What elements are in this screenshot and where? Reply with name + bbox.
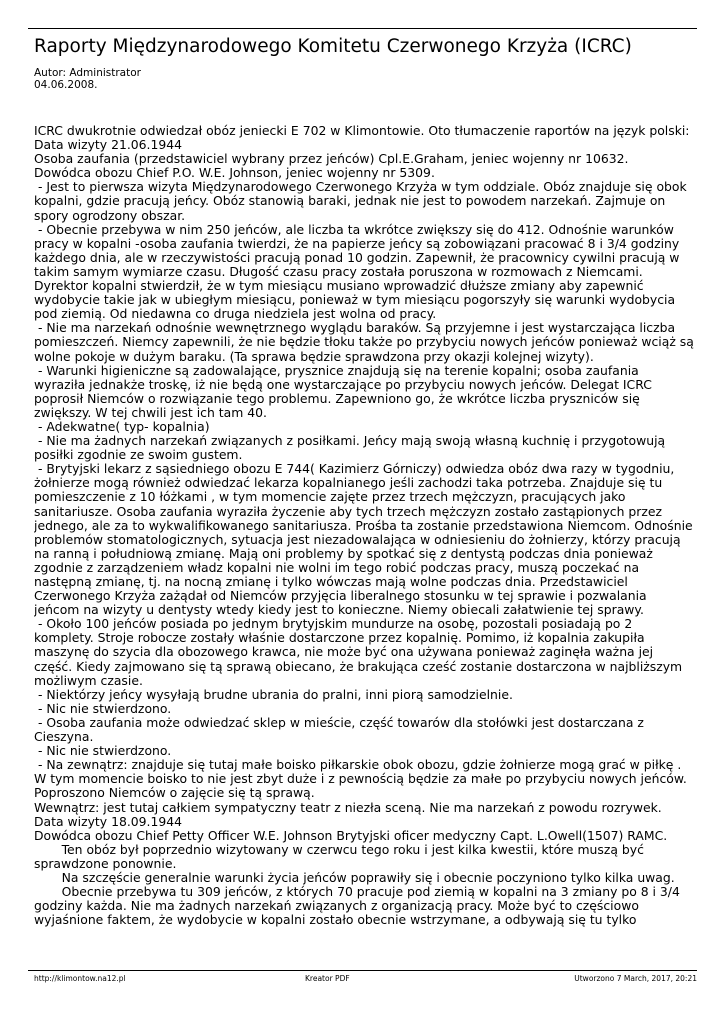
- author-line: Autor: Administrator: [34, 67, 141, 79]
- footer-rule: [28, 970, 697, 971]
- footer-created: Utworzono 7 March, 2017, 20:21: [574, 974, 697, 983]
- footer-url: http://klimontow.na12.pl: [34, 974, 126, 983]
- publish-date: 04.06.2008.: [34, 79, 98, 91]
- article-meta: [34, 67, 141, 91]
- footer-generator: Kreator PDF: [305, 974, 350, 983]
- page-title: Raporty Międzynarodowego Komitetu Czerwonego Krzyża (ICRC): [34, 36, 632, 57]
- article-body: ICRC dwukrotnie odwiedzał obóz jeniecki E 702 w Klimontowie. Oto tłumaczenie raportów na język polski: Data wizyty 21.06.1944 Osoba zaufania (przedstawiciel wybrany przez jeńców) Cpl.E.Graham, jeniec wojenny nr 10632. Dowódca obozu Chief P.O. W.E. Johnson, jeniec wojenny nr 5309. - Jest to pierwsza wizyta Międzynarodowego Czerwonego Krzyża w tym oddziale. Obóz znajduje się obok kopalni, gdzie pracują jeńcy. Obóz stanowią baraki, jednak nie jest to powodem narzekań. Zajmuje on spory ogrodzony obszar. - Obecnie przebywa w nim 250 jeńców, ale liczba ta wkrótce zwiększy się do 412. Odnośnie warunków pracy w kopalni -osoba zaufania twierdzi, że na papierze jeńcy są zobowiązani pracować 8 i 3/4 godziny każdego dnia, ale w rzeczywistości pracują ponad 10 godzin. Zapewnił, że pracownicy cywilni pracują w takim samym wymiarze czasu. Długość czasu pracy została poruszona w rozmowach z Niemcami. Dyrektor kopalni stwierdził, że w tym miesiącu musiano wprowadzić dłuższe zmiany aby zapewnić wydobycie takie jak w ubiegłym miesiącu, ponieważ w tym miesiącu pogorszyły się warunki wydobycia pod ziemią. Od niedawna co druga niedziela jest wolna od pracy. - Nie ma narzekań odnośnie wewnętrznego wyglądu baraków. Są przyjemne i jest wystarczająca liczba pomieszczeń. Niemcy zapewnili, że nie będzie tłoku także po przybyciu nowych jeńców ponieważ wciąż są wolne pokoje w dużym baraku. (Ta sprawa będzie sprawdzona przy okazji kolejnej wizyty). - Warunki higieniczne są zadowalające, prysznice znajdują się na terenie kopalni; osoba zaufania wyraziła jednakże troskę, iż nie będą one wystarczające po przybyciu nowych jeńców. Delegat ICRC poprosił Niemców o rozwiązanie tego problemu. Zapewniono go, że wkrótce liczba pryszniców się zwiększy. W tej chwili jest ich tam 40. - Adekwatne( typ- kopalnia) - Nie ma żadnych narzekań związanych z posiłkami. Jeńcy mają swoją własną kuchnię i przygotowują posiłki zgodnie ze swoim gustem. - Brytyjski lekarz z sąsiedniego obozu E 744( Kazimierz Górniczy) odwiedza obóz dwa razy w tygodniu, żołnierze mogą również odwiedzać lekarza kopalnianego jeśli zachodzi taka potrzeba. Znajduje się tu pomieszczenie z 10 łóżkami , w tym momencie zajęte przez trzech mężczyzn, pracujących jako sanitariusze. Osoba zaufania wyraziła życzenie aby tych trzech mężczyzn zostało zastąpionych przez jednego, ale za to wykwalifikowanego sanitariusza. Prośba ta zostanie przedstawiona Niemcom. Odnośnie problemów stomatologicznych, sytuacja jest niezadowalająca w odniesieniu do żołnierzy, którzy pracują na ranną i południową zmianę. Mają oni problemy by spotkać się z dentystą podczas dnia ponieważ zgodnie z zarządzeniem władz kopalni nie wolni im tego robić podczas pracy, muszą poczekać na następną zmianę, tj. na nocną zmianę i tylko wówczas mają wolne podczas dnia. Przedstawiciel Czerwonego Krzyża zażądał od Niemców przyjęcia liberalnego stosunku w tej sprawie i pozwalania jeńcom na wizyty u dentysty wtedy kiedy jest to konieczne. Niemy obiecali załatwienie tej sprawy. - Około 100 jeńców posiada po jednym brytyjskim mundurze na osobę, pozostali posiadają po 2 komplety. Stroje robocze zostały właśnie dostarczone przez kopalnię. Pomimo, iż kopalnia zakupiła maszynę do szycia dla obozowego krawca, nie może być ona używana ponieważ zaginęła ważna jej część. Kiedy zajmowano się tą sprawą obiecano, że brakująca cześć zostanie dostarczona w najbliższym możliwym czasie. - Niektórzy jeńcy wysyłają brudne ubrania do pralni, inni piorą samodzielnie. - Nic nie stwierdzono. - Osoba zaufania może odwiedzać sklep w mieście, część towarów dla stołówki jest dostarczana z Cieszyna. - Nic nie stwierdzono. - Na zewnątrz: znajduje się tutaj małe boisko piłkarskie obok obozu, gdzie żołnierze mogą grać w piłkę . W tym momencie boisko to nie jest zbyt duże i z pewnością będzie za małe po przybyciu nowych jeńców. Poproszono Niemców o zajęcie się tą sprawą. Wewnątrz: jest tutaj całkiem sympatyczny teatr z niezła sceną. Nie ma narzekań z powodu rozrywek. Data wizyty 18.09.1944 Dowódca obozu Chief Petty Officer W.E. Johnson Brytyjski oficer medyczny Capt. L.Owell(1507) RAMC. Ten obóz był poprzednio wizytowany w czerwcu tego roku i jest kilka kwestii, które muszą być sprawdzone ponownie. Na szczęście generalnie warunki życia jeńców poprawiły się i obecnie poczyniono tylko kilka uwag. Obecnie przebywa tu 309 jeńców, z których 70 pracuje pod ziemią w kopalni na 3 zmiany po 8 i 3/4 godziny każda. Nie ma żadnych narzekań związanych z organizacją pracy. Może być to częściowo wyjaśnione faktem, że wydobycie w kopalni zostało obecnie wstrzymane, a odbywają się tu tylko: [34, 124, 694, 928]
- header-rule: [28, 28, 697, 29]
